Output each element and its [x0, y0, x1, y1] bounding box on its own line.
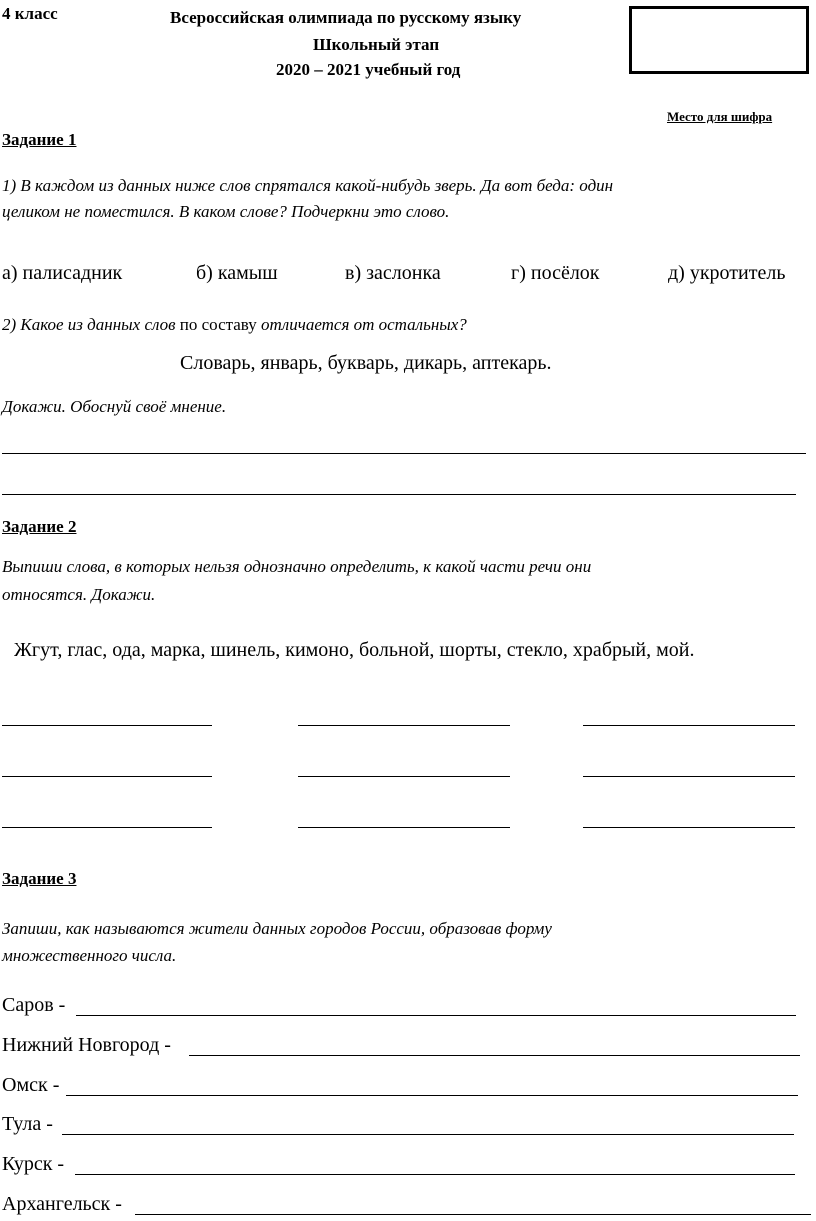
task3-instr-line1: Запиши, как называются жители данных городов России, образовав форму — [2, 919, 552, 938]
city-nizhny-novgorod: Нижний Новгород - — [2, 1034, 171, 1056]
answer-line[interactable] — [135, 1214, 811, 1215]
city-kursk: Курск - — [2, 1153, 65, 1175]
answer-line[interactable] — [2, 725, 212, 726]
task2-words: Жгут, глас, ода, марка, шинель, кимоно, больной, шорты, стекло, храбрый, мой. — [14, 639, 695, 661]
option-e[interactable]: д) укротитель — [668, 262, 786, 284]
city-tula: Тула - — [2, 1113, 53, 1135]
option-d[interactable]: г) посёлок — [511, 262, 600, 284]
task2-instr-line1: Выпиши слова, в которых нельзя однозначно определить, к какой части речи они — [2, 557, 592, 576]
grade-label: 4 класс — [2, 4, 58, 23]
task1-q1-line1: 1) В каждом из данных ниже слов спрятался какой-нибудь зверь. Да вот беда: один — [2, 176, 614, 195]
task1-q2-part1: 2) Какое из данных слов — [2, 315, 176, 334]
answer-line[interactable] — [298, 776, 510, 777]
answer-line[interactable] — [62, 1134, 794, 1135]
city-arkhangelsk: Архангельск - — [2, 1193, 122, 1215]
task1-prove: Докажи. Обоснуй своё мнение. — [2, 397, 227, 416]
task1-q2 — [2, 315, 467, 335]
task1-q2-words: Словарь, январь, букварь, дикарь, аптекарь. — [180, 352, 552, 374]
answer-line[interactable] — [583, 776, 795, 777]
cipher-box[interactable] — [629, 6, 809, 74]
stage-title: Школьный этап — [313, 35, 440, 54]
answer-line[interactable] — [76, 1015, 796, 1016]
answer-line[interactable] — [583, 827, 795, 828]
answer-line[interactable] — [75, 1174, 795, 1175]
option-c[interactable]: в) заслонка — [345, 262, 441, 284]
answer-line[interactable] — [298, 827, 510, 828]
task3-instr-line2: множественного числа. — [2, 946, 177, 965]
task2-instr-line2: относятся. Докажи. — [2, 585, 156, 604]
task2-heading: Задание 2 — [2, 517, 77, 536]
answer-line[interactable] — [583, 725, 795, 726]
answer-line[interactable] — [66, 1095, 798, 1096]
answer-line[interactable] — [2, 827, 212, 828]
task1-q1-line2: целиком не поместился. В каком слове? Подчеркни это слово. — [2, 202, 450, 221]
answer-line[interactable] — [2, 776, 212, 777]
task1-q2-part2: по составу — [179, 315, 257, 334]
answer-line[interactable] — [189, 1055, 800, 1056]
answer-line[interactable] — [298, 725, 510, 726]
task3-heading: Задание 3 — [2, 869, 77, 888]
city-omsk: Омск - — [2, 1074, 60, 1096]
city-sarov: Саров - — [2, 994, 66, 1016]
year-title: 2020 – 2021 учебный год — [276, 60, 461, 79]
cipher-label: Место для шифра — [667, 109, 773, 124]
task1-heading: Задание 1 — [2, 130, 77, 149]
answer-line[interactable] — [2, 494, 796, 495]
olympiad-title: Всероссийская олимпиада по русскому языку — [170, 8, 522, 27]
answer-line[interactable] — [2, 453, 806, 454]
option-a[interactable]: а) палисадник — [2, 262, 123, 284]
option-b[interactable]: б) камыш — [196, 262, 278, 284]
task1-q2-part3: отличается от остальных? — [261, 315, 467, 334]
